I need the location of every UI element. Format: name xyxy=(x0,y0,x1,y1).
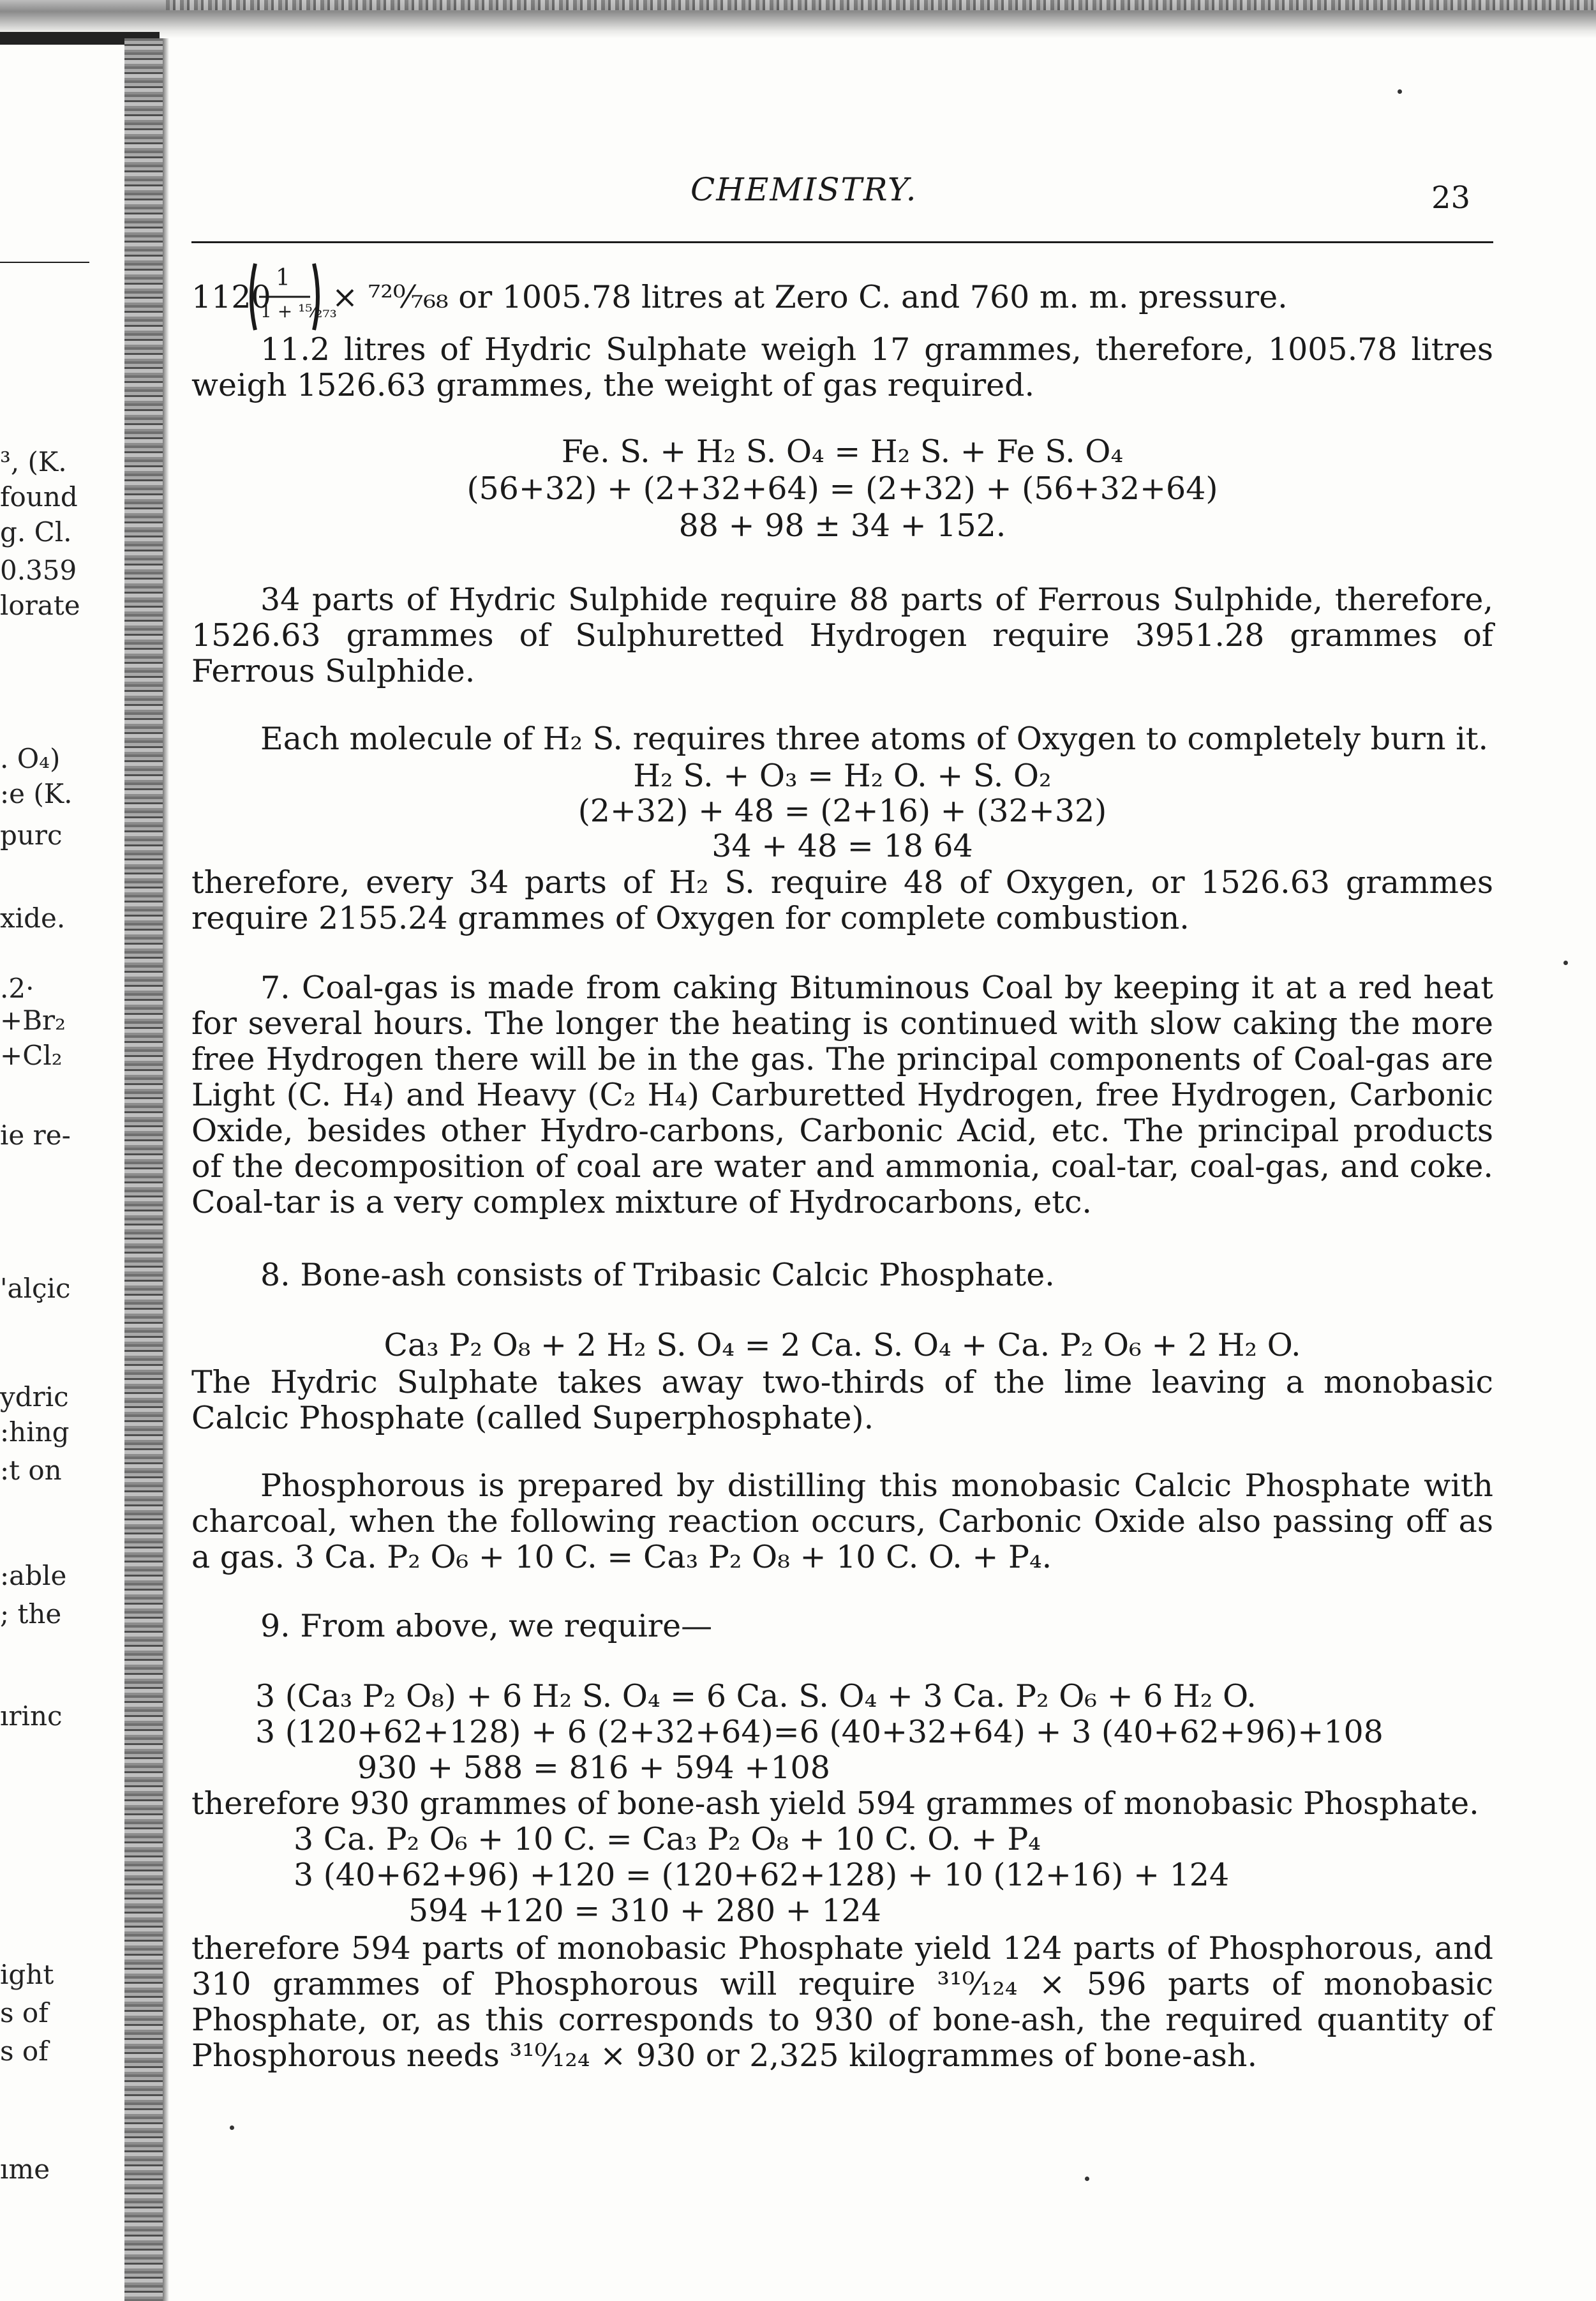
fraction-numerator: 1 xyxy=(276,265,290,291)
paragraph: Each molecule of H₂ S. requires three atoms of Oxygen to completely burn it. xyxy=(260,721,1489,757)
margin-fragment: xide. xyxy=(0,903,66,934)
page-number: 23 xyxy=(1431,180,1471,216)
paragraph: 11.2 litres of Hydric Sulphate weigh 17 grammes, therefore, 1005.78 litres weigh 1526.63 grammes, the weight of gas required. xyxy=(191,331,1493,403)
margin-fragment: ie re- xyxy=(0,1120,71,1151)
equation-line: H₂ S. + O₃ = H₂ O. + S. O₂ xyxy=(633,758,1052,794)
margin-fragment: purc xyxy=(0,820,63,851)
equation-line: 594 +120 = 310 + 280 + 124 xyxy=(408,1893,881,1929)
margin-fragment: s of xyxy=(0,1997,48,2028)
margin-fragment: +Cl₂ xyxy=(0,1040,63,1071)
margin-fragment: :able xyxy=(0,1560,67,1591)
equation-line: (2+32) + 48 = (2+16) + (32+32) xyxy=(578,793,1107,829)
margin-fragment: g. Cl. xyxy=(0,516,72,548)
fraction-expression xyxy=(246,259,337,335)
margin-fragment: 'alçic xyxy=(0,1273,71,1304)
margin-fragment: lorate xyxy=(0,590,80,621)
paragraph: therefore, every 34 parts of H₂ S. require 48 of Oxygen, or 1526.63 grammes require 2155.24 grammes of Oxygen for complete combustion. xyxy=(191,864,1493,936)
margin-fragment: found xyxy=(0,481,78,513)
equation-line: (56+32) + (2+32+64) = (2+32) + (56+32+64) xyxy=(466,470,1218,507)
equation-line: 3 (40+62+96) +120 = (120+62+128) + 10 (12+16) + 124 xyxy=(294,1857,1230,1893)
equation-line: 3 (120+62+128) + 6 (2+32+64)=6 (40+32+64) + 3 (40+62+96)+108 xyxy=(255,1714,1383,1750)
book-binding-gutter xyxy=(124,38,163,2301)
margin-fragment: ırinc xyxy=(0,1700,63,1732)
equation-line: 34 + 48 = 18 64 xyxy=(712,828,973,864)
margin-fragment: ydric xyxy=(0,1381,69,1413)
calc-prefix: 1120 xyxy=(191,279,271,315)
margin-fragment: :e (K. xyxy=(0,778,73,809)
margin-fragment: +Br₂ xyxy=(0,1005,66,1036)
margin-fragment: 0.359 xyxy=(0,555,77,586)
left-page-rule xyxy=(0,262,89,263)
margin-fragment: . O₄) xyxy=(0,743,61,774)
header-rule xyxy=(191,241,1493,243)
equation-line: 3 Ca. P₂ O₆ + 10 C. = Ca₃ P₂ O₈ + 10 C. O. + P₄ xyxy=(294,1821,1041,1857)
paragraph: 34 parts of Hydric Sulphide require 88 parts of Ferrous Sulphide, therefore, 1526.63 grammes of Sulphuretted Hydrogen require 3951.28 grammes of Ferrous Sulphide. xyxy=(191,581,1493,689)
paragraph: The Hydric Sulphate takes away two-thirds of the lime leaving a monobasic Calcic Phosphate (called Superphosphate). xyxy=(191,1364,1493,1436)
speck xyxy=(1563,961,1568,965)
paragraph: Phosphorous is prepared by distilling this monobasic Calcic Phosphate with charcoal, when the following reaction occurs, Carbonic Oxide also passing off as a gas. 3 Ca. P₂ O₆ + 10 C. = Ca₃ P₂ O₈ + 10 C. O. + P₄. xyxy=(191,1467,1493,1575)
speck xyxy=(230,2125,234,2130)
margin-fragment: ; the xyxy=(0,1598,62,1630)
equation-line: 88 + 98 ± 34 + 152. xyxy=(678,507,1006,544)
gutter-edge xyxy=(163,38,169,2301)
paragraph: 7. Coal-gas is made from caking Bituminous Coal by keeping it at a red heat for several hours. The longer the heating is continued with slow caking the more free Hydrogen there will be in the gas. The principal components of Coal-gas are Light (C. H₄) and Heavy (C₂ H₄) Carburetted Hydrogen, free Hydrogen, Carbonic Oxide, besides other Hydro-carbons, Carbonic Acid, etc. The principal products of the decomposition of coal are water and ammonia, coal-tar, coal-gas, and coke. Coal-tar is a very complex mixture of Hydrocarbons, etc. xyxy=(191,970,1493,1220)
paragraph: 9. From above, we require— xyxy=(260,1608,713,1644)
equation-line: 930 + 588 = 816 + 594 +108 xyxy=(357,1750,830,1786)
margin-fragment: .2· xyxy=(0,973,34,1004)
margin-fragment: :t on xyxy=(0,1455,62,1486)
paragraph: therefore 594 parts of monobasic Phosphate yield 124 parts of Phosphorous, and 310 grammes of Phosphorous will require ³¹⁰⁄₁₂₄ × 596 parts of monobasic Phosphate, or, as this corresponds to 930 of bone-ash, the required quantity of Phosphorous needs ³¹⁰⁄₁₂₄ × 930 or 2,325 kilogrammes of bone-ash. xyxy=(191,1930,1493,2074)
margin-fragment: ight xyxy=(0,1959,54,1990)
equation-line: Ca₃ P₂ O₈ + 2 H₂ S. O₄ = 2 Ca. S. O₄ + Ca. P₂ O₆ + 2 H₂ O. xyxy=(384,1327,1301,1363)
equation-line: Fe. S. + H₂ S. O₄ = H₂ S. + Fe S. O₄ xyxy=(561,433,1124,470)
speck xyxy=(1085,2177,1089,2181)
paragraph: therefore 930 grammes of bone-ash yield 594 grammes of monobasic Phosphate. xyxy=(191,1785,1479,1822)
margin-fragment: s of xyxy=(0,2035,48,2067)
margin-fragment: ıme xyxy=(0,2154,50,2185)
scan-top-border xyxy=(0,0,1596,38)
speck xyxy=(1398,89,1402,94)
calc-result: × ⁷²⁰⁄₇₆₈ or 1005.78 litres at Zero C. and 760 m. m. pressure. xyxy=(332,279,1288,315)
margin-fragment: ³, (K. xyxy=(0,446,67,477)
fraction-denominator: 1 + ¹⁵⁄₂₇₃ xyxy=(260,301,337,322)
margin-fragment: :hing xyxy=(0,1416,70,1448)
paragraph: 8. Bone-ash consists of Tribasic Calcic Phosphate. xyxy=(260,1257,1055,1293)
running-title: CHEMISTRY. xyxy=(690,171,918,208)
equation-line: 3 (Ca₃ P₂ O₈) + 6 H₂ S. O₄ = 6 Ca. S. O₄ + 3 Ca. P₂ O₆ + 6 H₂ O. xyxy=(255,1678,1257,1714)
